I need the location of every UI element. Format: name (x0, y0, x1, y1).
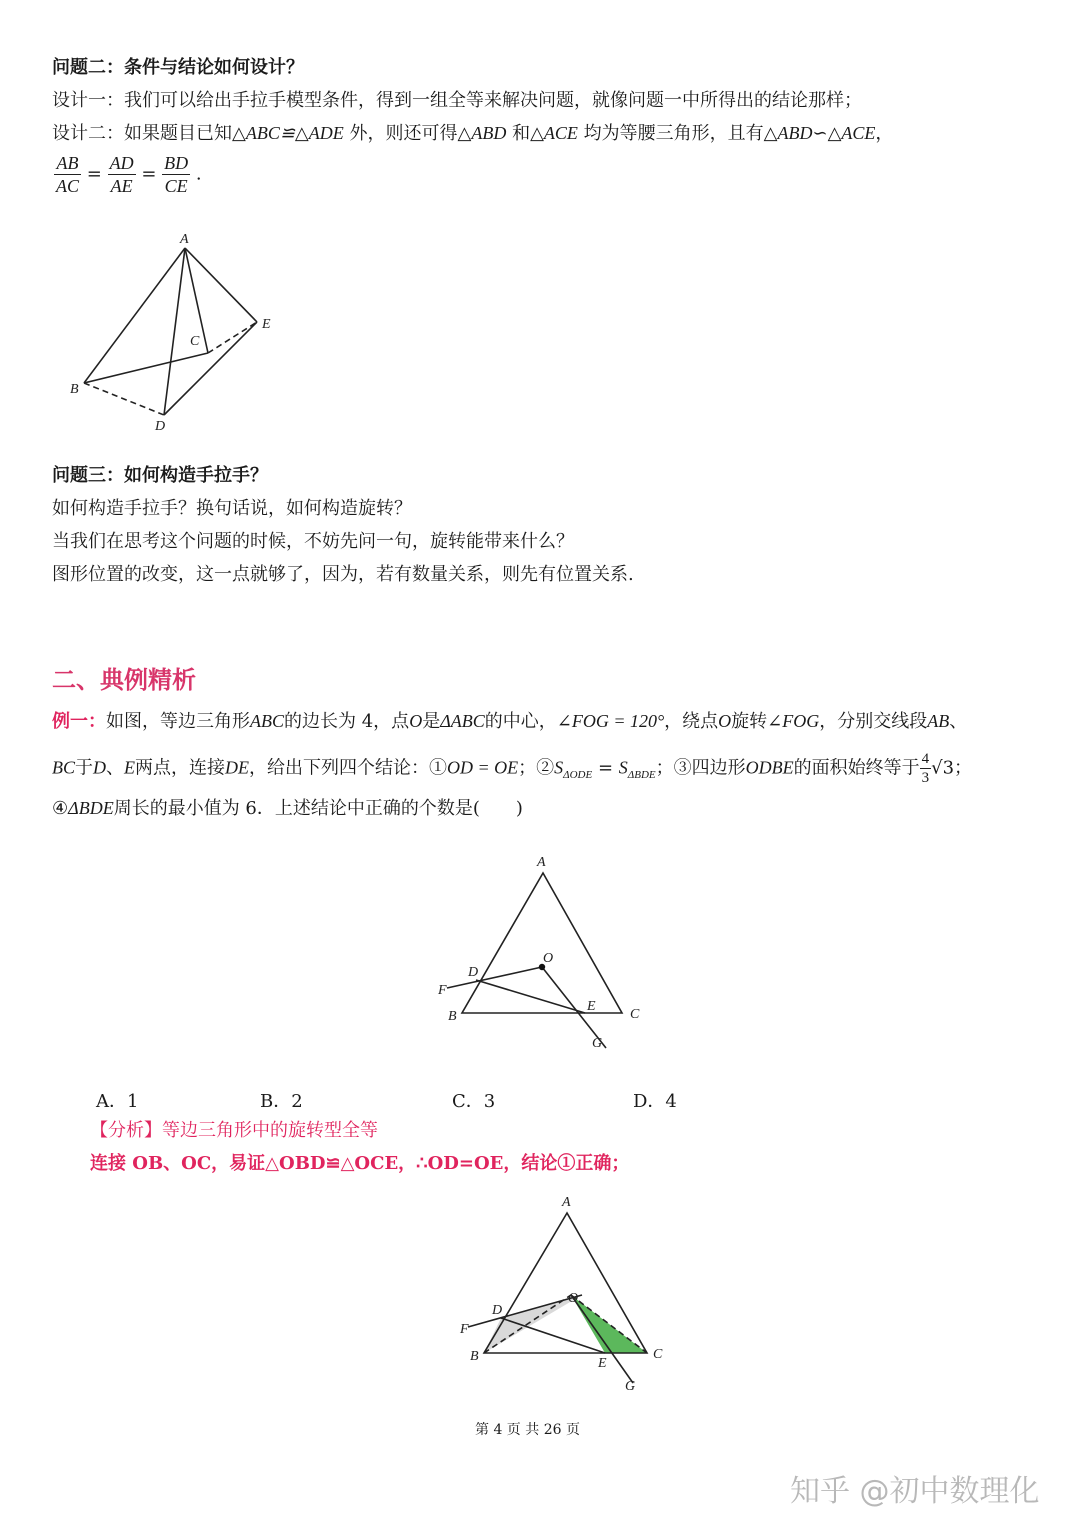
design2-term-1: △ABC≌△ADE (232, 123, 344, 143)
label-C: C (653, 1347, 663, 1362)
fraction-bd-ce: $\frac{BD}{CE}$ (164, 153, 189, 196)
section-title: 二、典例精析 (52, 666, 196, 694)
label-E: E (587, 999, 596, 1014)
q2-design2 (52, 120, 893, 147)
option-c[interactable]: C．3 (452, 1091, 496, 1112)
label-C: C (630, 1007, 640, 1022)
example1-line1: 例一：如图，等边三角形ABC的边长为 4，点O是ΔABC的中心，∠FOG = 120°，绕点O旋转∠FOG，分别交线段AB、 (52, 711, 968, 732)
label-D: D (492, 1303, 503, 1318)
label-B: B (448, 1009, 457, 1024)
label-A: A (180, 232, 189, 247)
label-E: E (598, 1356, 607, 1371)
label-A: A (562, 1195, 571, 1210)
q3-paragraph-3: 图形位置的改变，这一点就够了，因为，若有数量关系，则先有位置关系. (52, 564, 634, 585)
design2-term-4: △ABD∽△ACE (763, 123, 876, 143)
label-O: O (568, 1291, 579, 1306)
q3-paragraph-2: 当我们在思考这个问题的时候，不妨先问一句，旋转能带来什么？ (52, 531, 574, 552)
design2-term-3: △ACE (530, 123, 578, 143)
label-G: G (625, 1379, 636, 1394)
period: . (195, 163, 202, 185)
design2-text-e: ， (875, 123, 894, 144)
label-E: E (262, 317, 271, 332)
q3-paragraph-1: 如何构造手拉手？换句话说，如何构造旋转？ (52, 498, 412, 519)
label-D: D (468, 965, 479, 980)
design2-text-d: 均为等腰三角形，且有 (583, 123, 764, 144)
example-label: 例一： (52, 711, 106, 732)
analysis-line2: 连接 OB、OC，易证△OBD≌△OCE，∴OD=OE，结论①正确； (90, 1153, 630, 1174)
figure-example1 (430, 850, 660, 1060)
fraction-4-3: $\frac{4}{3}$ (921, 751, 930, 786)
option-a[interactable]: A．1 (96, 1091, 139, 1112)
option-b[interactable]: B．2 (260, 1091, 303, 1112)
label-C: C (190, 334, 200, 349)
label-F: F (460, 1322, 469, 1337)
example1-line3: ④ΔBDE周长的最小值为 6．上述结论中正确的个数是( ) (52, 798, 523, 819)
q2-design1: 设计一：我们可以给出手拉手模型条件，得到一组全等来解决问题，就像问题一中所得出的结论那样； (52, 90, 862, 111)
label-B: B (470, 1349, 479, 1364)
equals-sign: = (86, 163, 102, 185)
option-d[interactable]: D．4 (633, 1091, 677, 1112)
equals-sign: = (141, 163, 157, 185)
q2-ratio-equation (54, 152, 202, 197)
q3-title: 问题三：如何构造手拉手？ (52, 465, 268, 486)
q2-title: 问题二：条件与结论如何设计？ (52, 57, 304, 78)
design2-term-2: △ABD (457, 123, 507, 143)
design2-text-a: 设计二：如果题目已知 (52, 123, 232, 144)
label-D: D (155, 419, 166, 434)
figure-analysis (455, 1190, 685, 1400)
label-F: F (438, 983, 447, 998)
fraction-ab-ac: $\frac{AB}{AC}$ (56, 153, 80, 196)
design2-text-b: 外，则还可得 (349, 123, 458, 144)
analysis-tag: 【分析】 (90, 1120, 162, 1141)
page-footer: 第 4 页 共 26 页 (475, 1422, 580, 1438)
fraction-ad-ae: $\frac{AD}{AE}$ (109, 153, 134, 196)
analysis-heading (90, 1118, 378, 1144)
design2-text-c: 和 (512, 123, 531, 144)
example1-line2: BC于D、E两点，连接DE，给出下列四个结论：①OD = OE；$②S_{\Delta ODE} = S_{\Delta BDE}$；③四边形ODBE的面积始终等于 $\frac{4}{3}$ √3； (52, 751, 973, 786)
analysis-text: 等边三角形中的旋转型全等 (162, 1120, 378, 1141)
watermark: 知乎 @初中数理化 (790, 1474, 1040, 1509)
label-A: A (537, 855, 546, 870)
label-O: O (543, 951, 554, 966)
figure-hand-in-hand-model (60, 225, 300, 440)
label-G: G (592, 1036, 603, 1051)
label-B: B (70, 382, 79, 397)
